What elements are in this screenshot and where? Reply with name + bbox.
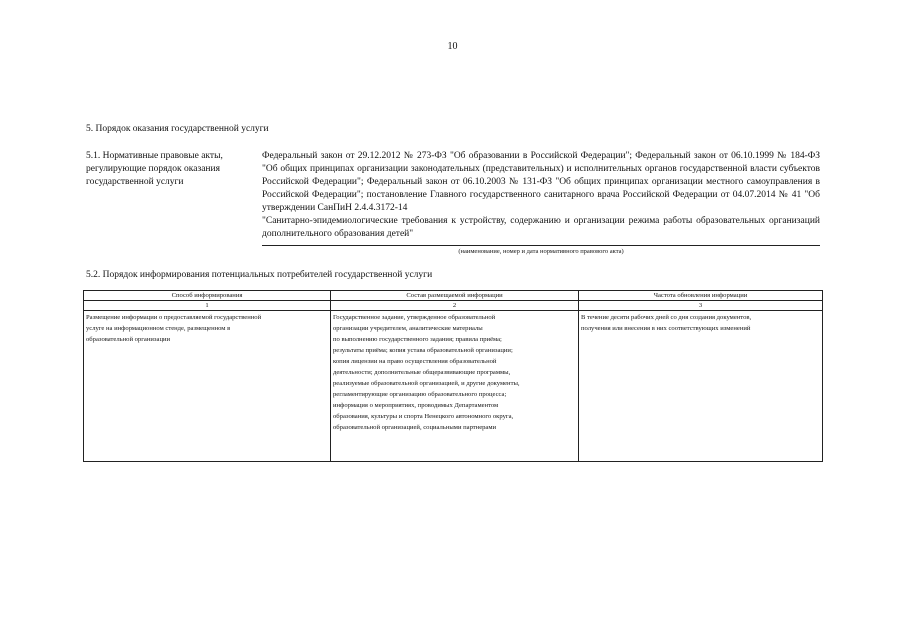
cell-line: получения или внесения в них соответствующих изменений bbox=[581, 325, 751, 332]
table-number-cell: 3 bbox=[579, 301, 823, 311]
table-cell-frequency bbox=[579, 311, 823, 462]
page-number: 10 bbox=[447, 41, 458, 52]
legal-acts-caption: (наименование, номер и дата нормативного правового акта) bbox=[458, 248, 624, 255]
cell-line: образовательной организации bbox=[86, 336, 171, 343]
table-row bbox=[84, 311, 823, 462]
legal-acts-text bbox=[262, 150, 820, 241]
cell-line: Государственное задание, утвержденное образовательной bbox=[333, 314, 496, 321]
table-cell-method bbox=[84, 311, 331, 462]
information-table bbox=[83, 290, 823, 462]
cell-line: образовательной организацией, социальными партнерами bbox=[333, 424, 497, 431]
table-number-cell: 2 bbox=[331, 301, 579, 311]
cell-line: по выполнению государственного задания; правила приёма; bbox=[333, 336, 502, 343]
cell-line: результаты приёма; копия устава образовательной организации; bbox=[333, 347, 513, 354]
legal-acts-paragraph: Федеральный закон от 29.12.2012 № 273-ФЗ "Об образовании в Российской Федерации"; Федеральный закон от 06.10.1999 № 184-ФЗ "Об общих принципах организации законодательных (представительных) и исполнительных органов государственной власти субъектов Российской Федерации"; Федеральный закон от 06.10.2003 № 131-ФЗ "Об общих принципах организации местного самоуправления в Российской Федерации"; постановление Главного государственного санитарного врача Российской Федерации от 04.07.2014 № 41 "Об утверждении СанПиН 2.4.4.3172-14 bbox=[262, 151, 820, 213]
cell-line: Размещение информации о предоставляемой государственной bbox=[86, 314, 262, 321]
table-number-cell: 1 bbox=[84, 301, 331, 311]
table-header-frequency: Частота обновления информации bbox=[579, 291, 823, 301]
table-header-content: Состав размещаемой информации bbox=[331, 291, 579, 301]
subsection-title: 5.2. Порядок информирования потенциальных потребителей государственной услуги bbox=[86, 270, 433, 280]
cell-line: В течение десяти рабочих дней со дня создания документов, bbox=[581, 314, 752, 321]
legal-acts-label: 5.1. Нормативные правовые акты, регулирующие порядок оказания государственной услуги bbox=[86, 151, 223, 187]
table-header-method: Способ информирования bbox=[84, 291, 331, 301]
cell-line: услуге на информационном стенде, размещенном в bbox=[86, 325, 231, 332]
cell-line: организации учредителем, аналитические материалы bbox=[333, 325, 483, 332]
cell-line: копия лицензии на право осуществления образовательной bbox=[333, 358, 497, 365]
section-title: 5. Порядок оказания государственной услуги bbox=[86, 124, 269, 134]
legal-acts-underline bbox=[262, 245, 820, 246]
cell-line: регламентирующие организацию образовательного процесса; bbox=[333, 391, 507, 398]
legal-acts-paragraph: "Санитарно-эпидемиологические требования к устройству, содержанию и организации режима работы образовательных организаций дополнительного образования детей" bbox=[262, 216, 820, 239]
cell-line: информация о мероприятиях, проводимых Департаментом bbox=[333, 402, 499, 409]
table-number-row bbox=[84, 301, 823, 311]
table-header-row bbox=[84, 291, 823, 301]
cell-line: образования, культуры и спорта Ненецкого автономного округа, bbox=[333, 413, 514, 420]
cell-line: деятельности; дополнительные общеразвивающие программы, bbox=[333, 369, 511, 376]
table-cell-content bbox=[331, 311, 579, 462]
cell-line: реализуемые образовательной организацией, и другие документы, bbox=[333, 380, 520, 387]
